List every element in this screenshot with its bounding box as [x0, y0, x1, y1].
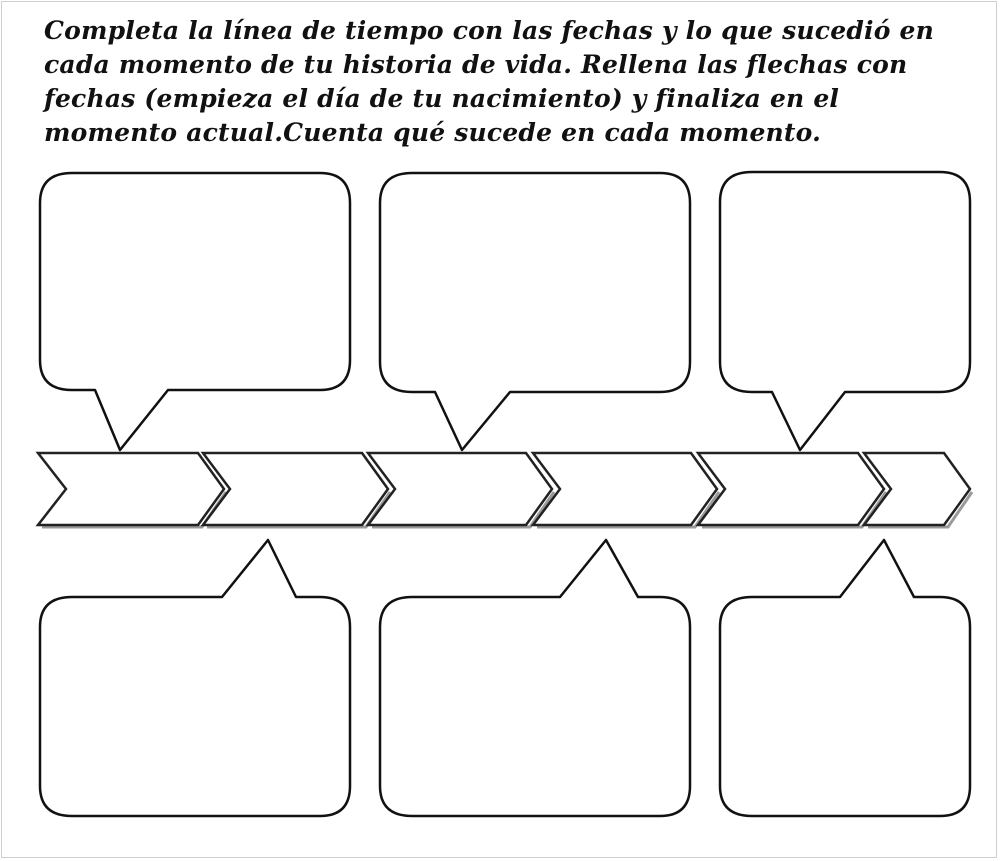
timeline-arrow-4[interactable]	[533, 453, 717, 525]
top-bubble-2[interactable]	[380, 173, 690, 450]
timeline-arrow-2[interactable]	[203, 453, 388, 525]
bottom-bubble-1[interactable]	[40, 540, 350, 816]
top-bubble-1[interactable]	[40, 173, 350, 450]
timeline-arrow-1[interactable]	[38, 453, 224, 525]
top-bubble-3[interactable]	[720, 172, 970, 450]
instructions-text: Completa la línea de tiempo con las fechas y lo que sucedió en cada momento de tu historia de vida. Rellena las flechas con fechas (empieza el día de tu nacimiento) y finaliza en el momento actual.Cuenta qué sucede en cada momento.	[44, 16, 934, 147]
bottom-bubble-3[interactable]	[720, 540, 970, 816]
bottom-bubble-2[interactable]	[380, 540, 690, 816]
timeline-arrow-5[interactable]	[698, 453, 884, 525]
timeline-arrow-3[interactable]	[368, 453, 552, 525]
timeline	[38, 453, 970, 525]
